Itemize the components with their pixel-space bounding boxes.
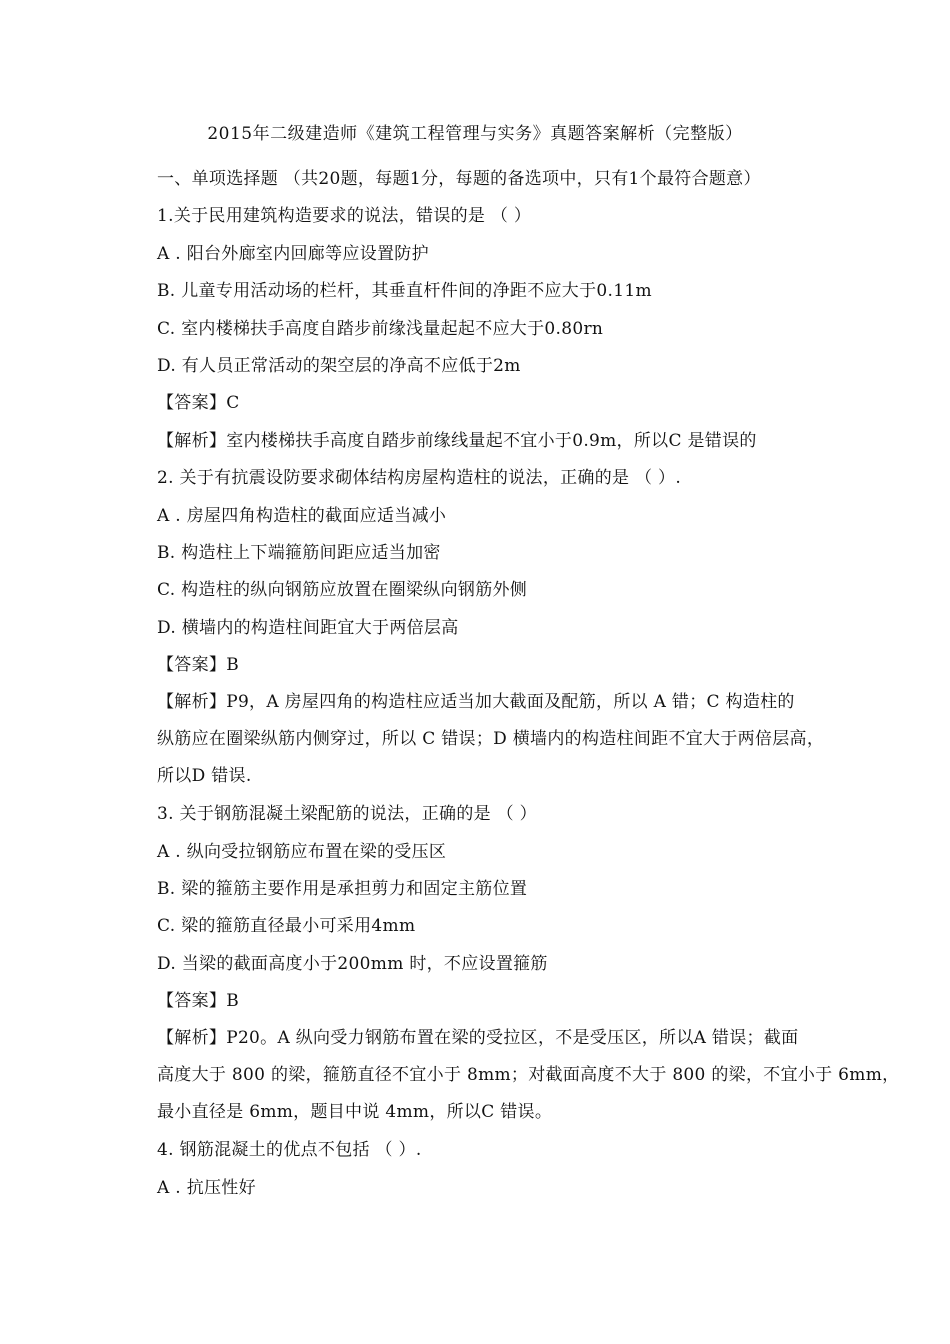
analysis-line: 【解析】P20。A 纵向受力钢筋布置在梁的受拉区，不是受压区，所以A 错误；截面: [157, 1028, 799, 1048]
analysis-line: 最小直径是 6mm，题目中说 4mm，所以C 错误。: [157, 1102, 553, 1122]
question-3-option-d: D. 当梁的截面高度小于200mm 时，不应设置箍筋: [157, 954, 548, 974]
question-3-analysis: [157, 1020, 900, 1131]
analysis-line: 纵筋应在圈梁纵筋内侧穿过，所以 C 错误；D 横墙内的构造柱间距不宜大于两倍层高，: [157, 729, 825, 749]
question-4-stem: 4. 钢筋混凝土的优点不包括 （ ）.: [157, 1140, 422, 1160]
question-2-answer: 【答案】B: [157, 655, 239, 675]
question-1-analysis: 【解析】室内楼梯扶手高度自踏步前缘线量起不宜小于0.9m，所以C 是错误的: [157, 431, 757, 451]
analysis-line: 所以D 错误.: [157, 766, 252, 786]
question-3-stem: 3. 关于钢筋混凝土梁配筋的说法，正确的是 （ ）: [157, 804, 537, 824]
question-2-option-d: D. 横墙内的构造柱间距宜大于两倍层高: [157, 618, 459, 638]
question-2-option-c: C. 构造柱的纵向钢筋应放置在圈梁纵向钢筋外侧: [157, 580, 528, 600]
question-2-analysis: [157, 684, 862, 795]
question-2-stem: 2. 关于有抗震设防要求砌体结构房屋构造柱的说法，正确的是 （ ）.: [157, 468, 682, 488]
question-1-option-b: B. 儿童专用活动场的栏杆，其垂直杆件间的净距不应大于0.11m: [157, 281, 652, 301]
question-1-option-c: C. 室内楼梯扶手高度自踏步前缘浅量起起不应大于0.80rn: [157, 319, 604, 339]
analysis-line: 高度大于 800 的梁，箍筋直径不宜小于 8mm；对截面高度不大于 800 的梁，不宜小于 6mm，: [157, 1065, 900, 1085]
question-3-option-c: C. 梁的箍筋直径最小可采用4mm: [157, 916, 416, 936]
question-2-option-a: A . 房屋四角构造柱的截面应适当减小: [157, 506, 447, 526]
document-title: 2015年二级建造师《建筑工程管理与实务》真题答案解析（完整版）: [207, 124, 743, 144]
question-3-option-b: B. 梁的箍筋主要作用是承担剪力和固定主筋位置: [157, 879, 528, 899]
question-2-option-b: B. 构造柱上下端箍筋间距应适当加密: [157, 543, 441, 563]
question-4-option-a: A . 抗压性好: [157, 1178, 256, 1198]
analysis-line: 【解析】P9，A 房屋四角的构造柱应适当加大截面及配筋，所以 A 错；C 构造柱的: [157, 692, 795, 712]
question-3-option-a: A . 纵向受拉钢筋应布置在梁的受压区: [157, 842, 447, 862]
question-1-option-a: A . 阳台外廊室内回廊等应设置防护: [157, 244, 429, 264]
question-1-answer: 【答案】C: [157, 393, 240, 413]
question-3-answer: 【答案】B: [157, 991, 239, 1011]
section-heading: 一、单项选择题 （共20题，每题1分，每题的备选项中，只有1个最符合题意）: [157, 169, 761, 189]
question-1-stem: 1.关于民用建筑构造要求的说法，错误的是 （ ）: [157, 206, 532, 226]
question-1-option-d: D. 有人员正常活动的架空层的净高不应低于2m: [157, 356, 521, 376]
